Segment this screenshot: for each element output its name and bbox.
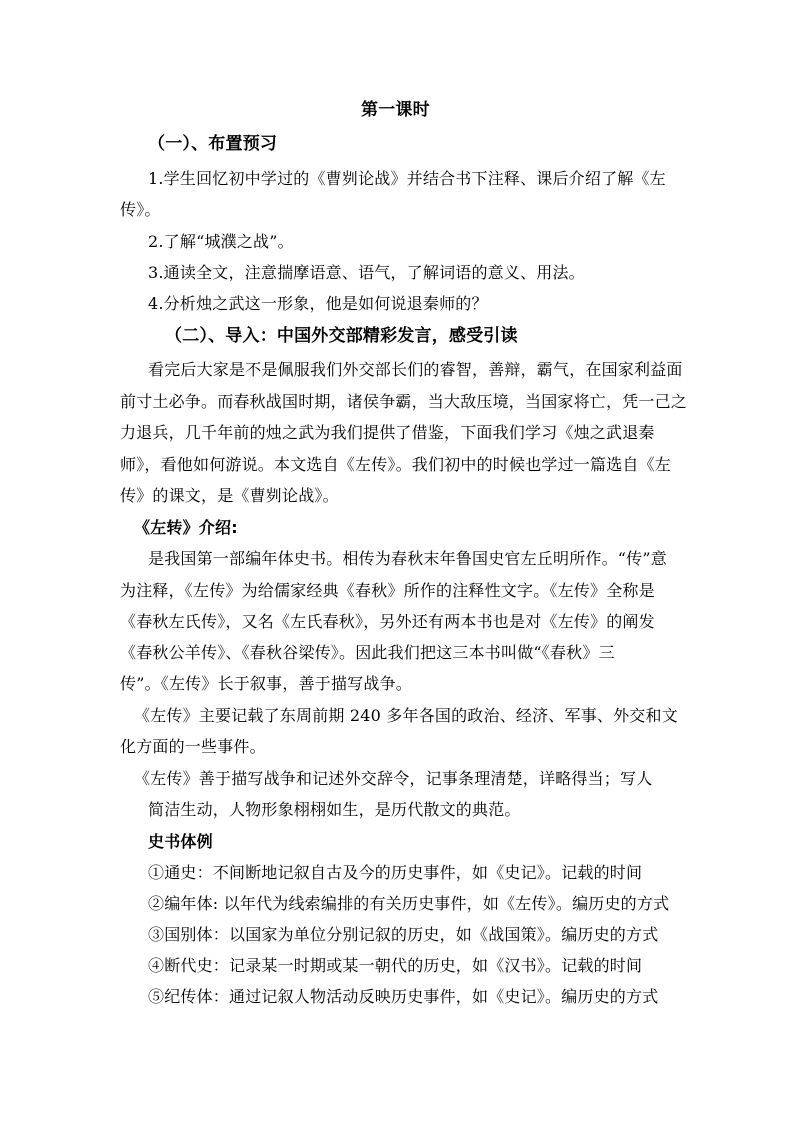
shishu-item-4: ④断代史：记录某一时期或某一朝代的历史，如《汉书》。记载的时间 xyxy=(148,956,643,975)
prepare-item-3: 3.通读全文，注意揣摩语意、语气，了解词语的意义、用法。 xyxy=(148,263,585,282)
zuozhuan-para-1-line-5: 传”。《左传》长于叙事，善于描写战争。 xyxy=(120,674,412,693)
shishu-item-5: ⑤纪传体：通过记叙人物活动反映历史事件，如《史记》。编历史的方式 xyxy=(148,987,659,1006)
prepare-item-1-line-1: 1.学生回忆初中学过的《曹刿论战》并结合书下注释、课后介绍了解《左 xyxy=(148,169,666,188)
zuozhuan-para-1-line-4: 《春秋公羊传》、《春秋谷梁传》。因此我们把这三本书叫做“《春秋》三 xyxy=(120,643,615,662)
zuozhuan-para-1-line-1: 是我国第一部编年体史书。相传为春秋末年鲁国史官左丘明所作。“传”意 xyxy=(148,549,667,568)
zuozhuan-heading: 《左转》介绍: xyxy=(134,518,238,537)
intro-para-line-4: 师》，看他如何游说。本文选自《左传》。我们初中的时候也学过一篇选自《左 xyxy=(120,455,672,474)
intro-para-line-5: 传》的课文，是《曹刿论战》。 xyxy=(120,486,339,505)
shishu-item-2: ②编年体: 以年代为线索编排的有关历史事件，如《左传》。编历史的方式 xyxy=(148,894,670,913)
prepare-item-1-line-2: 传》。 xyxy=(120,200,161,219)
prepare-item-2: 2.了解“城濮之战”。 xyxy=(148,232,294,251)
zuozhuan-para-1-line-2: 为注释，《左传》为给儒家经典《春秋》所作的注释性文字。《左传》全称是 xyxy=(120,581,655,600)
shishu-heading: 史书体例 xyxy=(148,832,213,851)
page-title: 第一课时 xyxy=(361,100,430,120)
prepare-item-4: 4.分析烛之武这一形象，他是如何说退秦师的？ xyxy=(148,294,488,313)
section-heading-prepare: （一）、布置预习 xyxy=(148,134,278,154)
section-heading-intro: （二）、导入：中国外交部精彩发言，感受引读 xyxy=(165,326,518,346)
zuozhuan-para-2-line-2: 化方面的一些事件。 xyxy=(120,737,266,756)
shishu-item-3: ③国别体：以国家为单位分别记叙的历史，如《战国策》。编历史的方式 xyxy=(148,925,659,944)
shishu-item-1: ①通史：不间断地记叙自古及今的历史事件，如《史记》。记载的时间 xyxy=(148,863,643,882)
intro-para-line-1: 看完后大家是不是佩服我们外交部长们的睿智，善辩，霸气，在国家利益面 xyxy=(148,360,683,379)
intro-para-line-3: 力退兵，几千年前的烛之武为我们提供了借鉴，下面我们学习《烛之武退秦 xyxy=(120,423,655,442)
zuozhuan-para-1-line-3: 《春秋左氏传》，又名《左氏春秋》，另外还有两本书也是对《左传》的阐发 xyxy=(120,612,655,631)
zuozhuan-para-3-line-2: 简洁生动，人物形象栩栩如生，是历代散文的典范。 xyxy=(148,800,521,819)
intro-para-line-2: 前寸土必争。而春秋战国时期，诸侯争霸，当大敌压境，当国家将亡，凭一己之 xyxy=(120,392,688,411)
zuozhuan-para-3-line-1: 《左传》善于描写战争和记述外交辞令，记事条理清楚，详略得当；写人 xyxy=(134,769,653,788)
zuozhuan-para-2-line-1: 《左传》主要记载了东周前期 240 多年各国的政治、经济、军事、外交和文 xyxy=(134,706,678,725)
